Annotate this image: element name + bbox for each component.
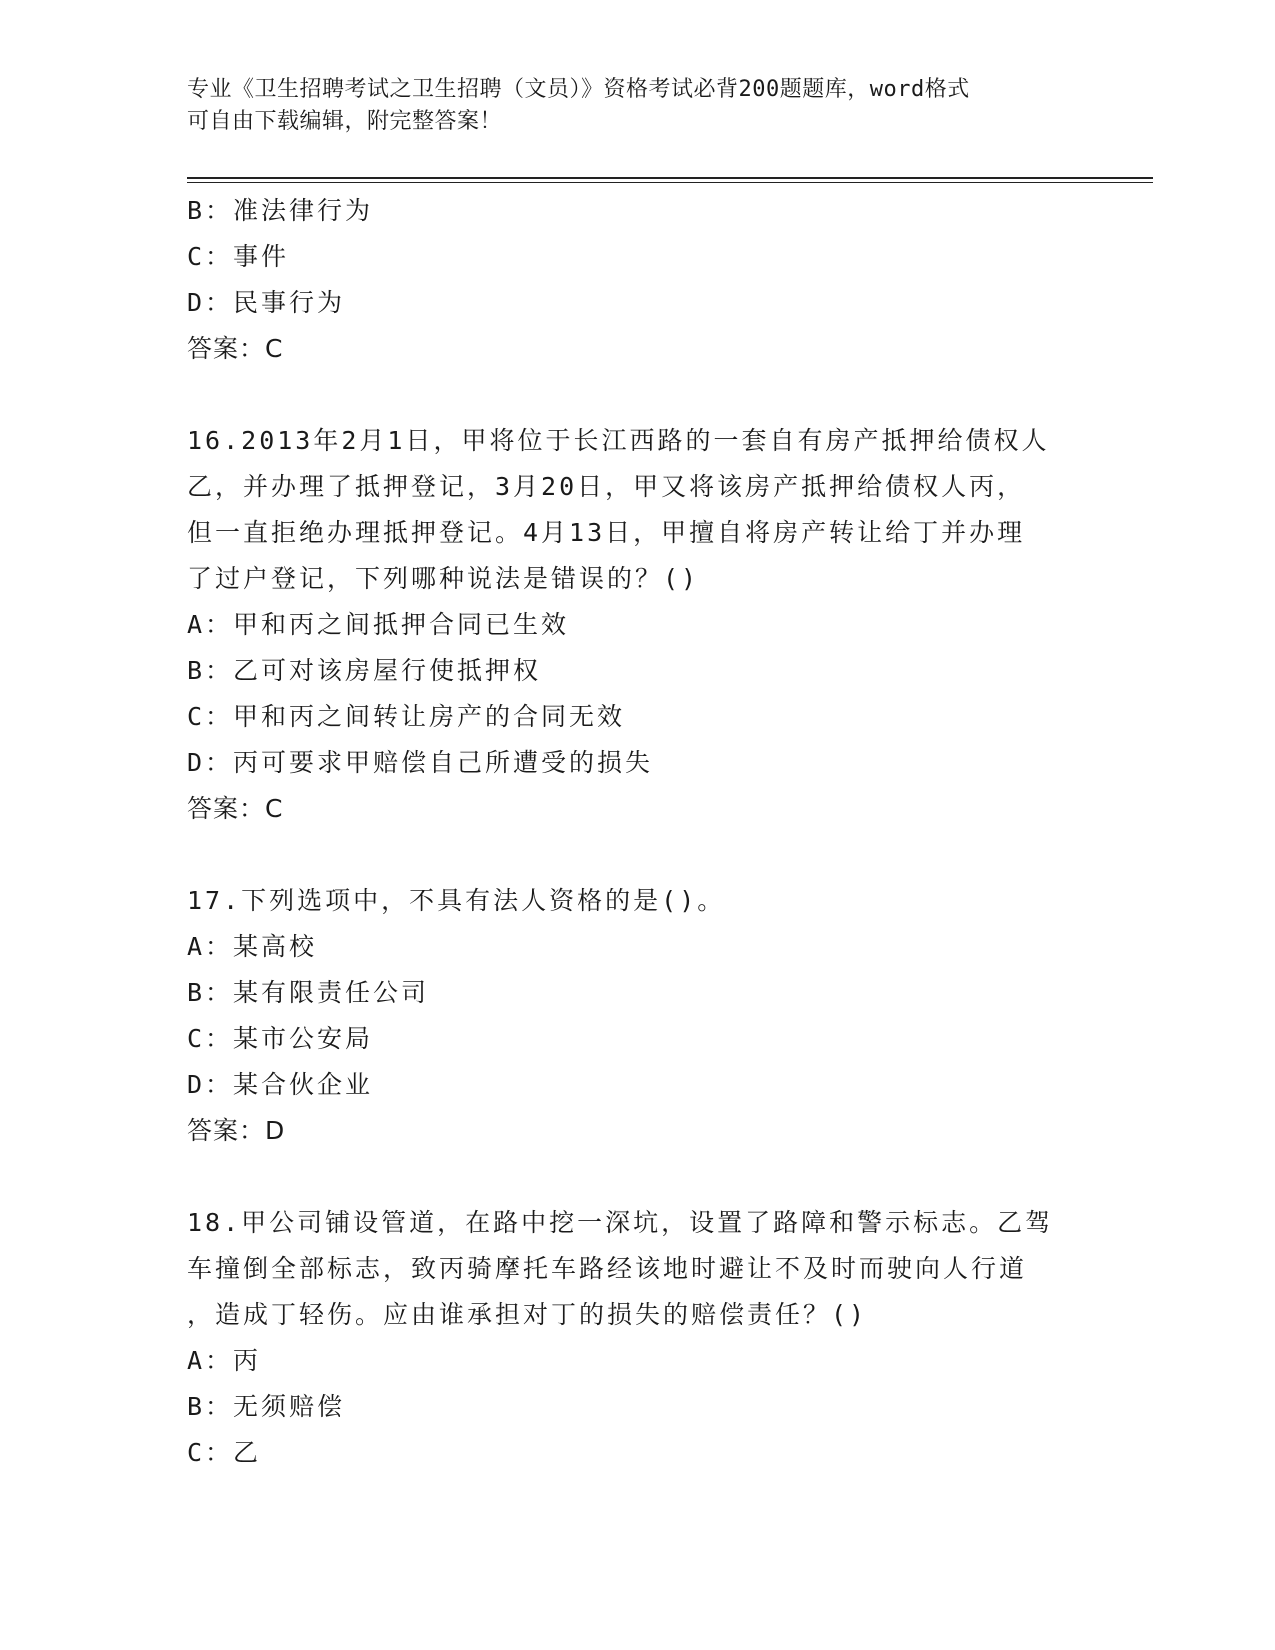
- option-b: B：某有限责任公司: [187, 978, 430, 1007]
- option-b: B：乙可对该房屋行使抵押权: [187, 656, 542, 685]
- document-header: [187, 74, 1067, 138]
- header-divider-thin: [187, 182, 1153, 183]
- question-text-line: 车撞倒全部标志，致丙骑摩托车路经该地时避让不及时而驶向人行道: [187, 1254, 1028, 1283]
- document-body: [187, 188, 1087, 1476]
- answer: 答案：D: [187, 1116, 286, 1145]
- question-text-line: 16.2013年2月1日，甲将位于长江西路的一套自有房产抵押给债权人: [187, 426, 1050, 455]
- option-c: C：乙: [187, 1438, 262, 1467]
- option-b: B：准法律行为: [187, 196, 374, 225]
- option-c: C：某市公安局: [187, 1024, 374, 1053]
- option-a: A：某高校: [187, 932, 318, 961]
- question-16: [187, 418, 1087, 832]
- option-a: A：甲和丙之间抵押合同已生效: [187, 610, 570, 639]
- question-15-tail: [187, 188, 1087, 372]
- question-text-line: 18.甲公司铺设管道，在路中挖一深坑，设置了路障和警示标志。乙驾: [187, 1208, 1054, 1237]
- question-18: [187, 1200, 1087, 1476]
- header-line-2: 可自由下载编辑，附完整答案！: [187, 109, 503, 134]
- question-text-line: ，造成丁轻伤。应由谁承担对丁的损失的赔偿责任？(): [187, 1300, 868, 1329]
- option-d: D：某合伙企业: [187, 1070, 374, 1099]
- header-line-1: 专业《卫生招聘考试之卫生招聘（文员）》资格考试必背200题题库，word格式: [187, 77, 970, 102]
- option-a: A：丙: [187, 1346, 262, 1375]
- question-text-line: 了过户登记，下列哪种说法是错误的？(): [187, 564, 700, 593]
- header-divider-thick: [187, 177, 1153, 179]
- option-c: C：甲和丙之间转让房产的合同无效: [187, 702, 626, 731]
- option-d: D：民事行为: [187, 288, 346, 317]
- spacer: [187, 372, 1087, 418]
- option-b: B：无须赔偿: [187, 1392, 346, 1421]
- option-c: C：事件: [187, 242, 290, 271]
- question-text-line: 乙，并办理了抵押登记，3月20日，甲又将该房产抵押给债权人丙，: [187, 472, 1026, 501]
- spacer: [187, 1154, 1087, 1200]
- question-text-line: 17.下列选项中，不具有法人资格的是()。: [187, 886, 726, 915]
- question-17: [187, 878, 1087, 1154]
- question-text-line: 但一直拒绝办理抵押登记。4月13日，甲擅自将房产转让给丁并办理: [187, 518, 1026, 547]
- spacer: [187, 832, 1087, 878]
- answer: 答案：C: [187, 334, 284, 363]
- answer: 答案：C: [187, 794, 284, 823]
- option-d: D：丙可要求甲赔偿自己所遭受的损失: [187, 748, 654, 777]
